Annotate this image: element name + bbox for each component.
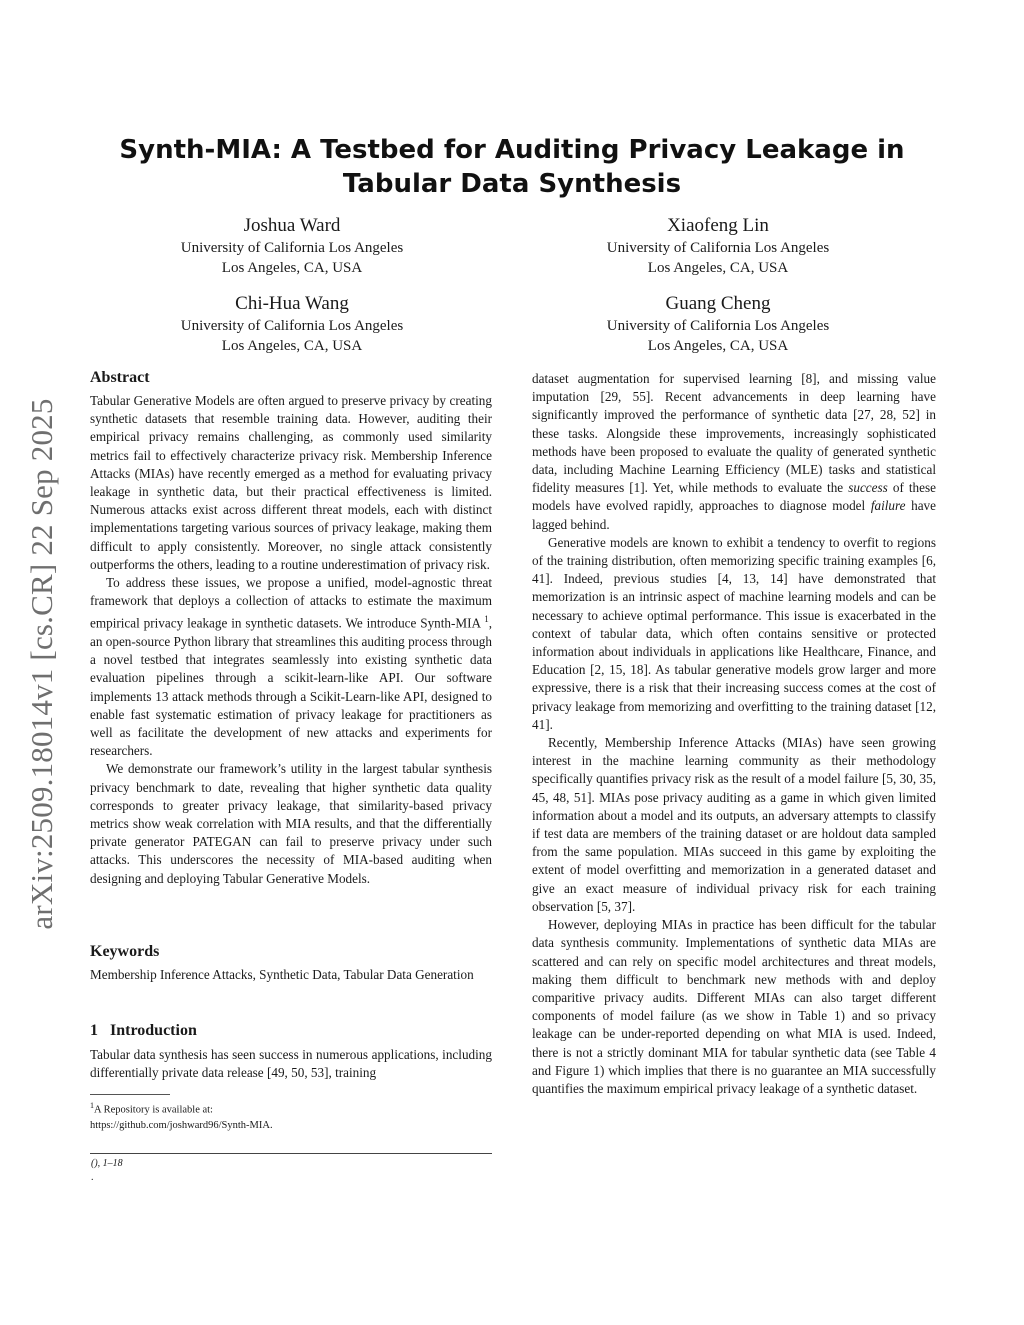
author-location: Los Angeles, CA, USA <box>647 338 789 354</box>
author-name: Xiaofeng Lin <box>667 215 769 236</box>
footnote-line-1 <box>90 1098 492 1118</box>
abstract-paragraph-3: We demonstrate our framework’s utility in the largest tabular synthesis privacy benchmark to date, revealing that higher synthetic data quality corresponds to greater privacy leakage, that similarity-based privacy metrics show weak correlation with MIA results, and that the differentially private generator PATEGAN can fail to preserve privacy under such attacks. This underscores the necessity of MIA-based auditing when designing and deploying Tabular Generative Models. <box>90 761 492 886</box>
author-block-2 <box>528 214 908 278</box>
author-location: Los Angeles, CA, USA <box>221 338 363 354</box>
page-footer-divider <box>90 1153 492 1154</box>
footnote-url: https://github.com/joshward96/Synth-MIA. <box>90 1119 273 1131</box>
introduction-heading: 1 Introduction <box>90 1022 197 1039</box>
author-name: Joshua Ward <box>243 215 341 236</box>
body-paragraph-1-text-b: of these models have evolved rapidly, approaches to diagnose model <box>532 480 936 514</box>
body-paragraph-3: Recently, Membership Inference Attacks (MIAs) have seen growing interest in the machine learning community as their methodology specifically quantifies privacy risk as the result of a model failure [5, 30, 35, 45, 48, 51]. MIAs pose privacy auditing as a game in which given limited information about a model and its outputs, an adversary attempts to classify if test data are members of the training dataset or are holdout data sampled from the same population. MIAs succeed in this game by exploiting the extent of model overfitting and memorization in a generated dataset and give an exact measure of individual privacy risk for each training observation [5, 37]. <box>532 735 936 914</box>
author-affiliation: University of California Los Angeles <box>606 318 830 334</box>
body-paragraph-2: Generative models are known to exhibit a tendency to overfit to regions of the training distribution, often memorizing specific training examples [6, 41]. Indeed, previous studies [4, 13, 14] have demonstrated that memorization is an intrinsic aspect of machine learning models and can be necessary to achieve optimal performance. This issue is exacerbated in the context of tabular data, which often contains sensitive or protected information about individuals in applications like Healthcare, Finance, and Education [2, 15, 18]. As tabular generative models grow larger and more expressive, there is a risk that their increasing success comes at the cost of privacy leakage from memorizing and overfitting to the training dataset [12, 41]. <box>532 534 936 732</box>
body-paragraph-4: However, deploying MIAs in practice has been difficult for the tabular data synthesis community. Implementations of synthetic data MIAs are scattered and can rely on specific model architectures and threat models, making them difficult to benchmark new methods with and deploy comparitive privacy audits. Different MIAs can also target different components of model failure (as we show in Table 1) and so privacy leakage can be under-reported depending on what MIA is used. Indeed, there is not a strictly dominant MIA for tabular synthetic data (see Table 4 and Figure 1) which implies that there is no guarantee an MIA successfully quantifies the maximum empirical privacy leakage of a synthetic dataset. <box>532 917 936 1096</box>
body-paragraph-1-text-c: have lagged behind. <box>532 498 937 532</box>
author-block-3 <box>102 292 482 356</box>
page-footer <box>91 1157 123 1185</box>
author-affiliation: University of California Los Angeles <box>180 318 404 334</box>
emphasis-failure: failure <box>870 498 906 514</box>
abstract-paragraph-2 <box>90 574 492 760</box>
page-footer-dot: . <box>91 1172 94 1183</box>
author-affiliation: University of California Los Angeles <box>606 240 830 256</box>
author-block-1 <box>102 214 482 278</box>
footnote-text: A Repository is available at: <box>94 1104 213 1116</box>
footnote-marker: 1 <box>484 614 489 625</box>
abstract-paragraph-1: Tabular Generative Models are often argued to preserve privacy by creating synthetic datasets that resemble training data. However, auditing their empirical privacy remains challenging, as commonly used similarity metrics fail to effectively characterize privacy risk. Membership Inference Attacks (MIAs) have recently emerged as a method for evaluating privacy leakage in synthetic data, but their practical effectiveness is limited. Numerous attacks exist across different threat models, each with distinct implementations targeting various sources of privacy leakage, making them difficult to apply consistently. Moreover, no single attack consistently outperforms the others, leading to a routine underestimation of privacy risk. <box>90 393 492 572</box>
right-column-body <box>532 370 936 1098</box>
author-location: Los Angeles, CA, USA <box>221 260 363 276</box>
arxiv-identifier-stamp: arXiv:2509.18014v1 [cs.CR] 22 Sep 2025 <box>24 398 59 930</box>
footnote-divider <box>90 1094 170 1095</box>
introduction-paragraph-1: Tabular data synthesis has seen success in numerous applications, including differentially private data release [49, 50, 53], training <box>90 1047 492 1081</box>
abstract-paragraph-2-text-b: , an open-source Python library that streamlines this auditing process through a novel testbed that integrates seamlessly into existing synthetic data evaluation pipelines through a scikit-learn-like API. Our software implements 13 attack methods through a Scikit-Learn-like API, designed to enable fast systematic estimation of privacy leakage for practitioners as well as facilitate the development of new attacks and experiments for researchers. <box>90 615 492 759</box>
emphasis-success: success <box>848 480 888 496</box>
author-location: Los Angeles, CA, USA <box>647 260 789 276</box>
introduction-body <box>90 1046 492 1082</box>
author-name: Chi-Hua Wang <box>235 293 349 314</box>
keywords-body <box>90 966 492 984</box>
author-block-4 <box>528 292 908 356</box>
footnote <box>90 1098 492 1133</box>
body-paragraph-1 <box>532 370 936 534</box>
abstract-body <box>90 392 492 888</box>
keywords-heading: Keywords <box>90 943 160 960</box>
page-reference: (), 1–18 <box>91 1158 123 1169</box>
paper-title: Synth-MIA: A Testbed for Auditing Privacy Leakage in Tabular Data Synthesis <box>119 135 905 199</box>
author-affiliation: University of California Los Angeles <box>180 240 404 256</box>
abstract-paragraph-2-text-a: To address these issues, we propose a unified, model-agnostic threat framework that deploys a collection of attacks to estimate the maximum empirical privacy leakage in synthetic datasets. We introduce Synth-MIA <box>90 575 492 631</box>
abstract-heading: Abstract <box>90 369 150 386</box>
author-name: Guang Cheng <box>665 293 771 314</box>
keywords-text: Membership Inference Attacks, Synthetic Data, Tabular Data Generation <box>90 967 474 982</box>
body-paragraph-1-text-a: dataset augmentation for supervised learning [8], and missing value imputation [29, 55]. Recent advancements in deep learning have significantly improved the performance of synthetic data [27, 28, 52] in these tasks. Alongside these improvements, increasingly sophisticated methods have been proposed to evaluate the quality of generated synthetic data, including Machine Learning Efficiency (MLE) tasks and statistical fidelity measures [1]. Yet, while methods to evaluate the <box>532 371 936 496</box>
footnote-mark: 1 <box>90 1101 94 1110</box>
